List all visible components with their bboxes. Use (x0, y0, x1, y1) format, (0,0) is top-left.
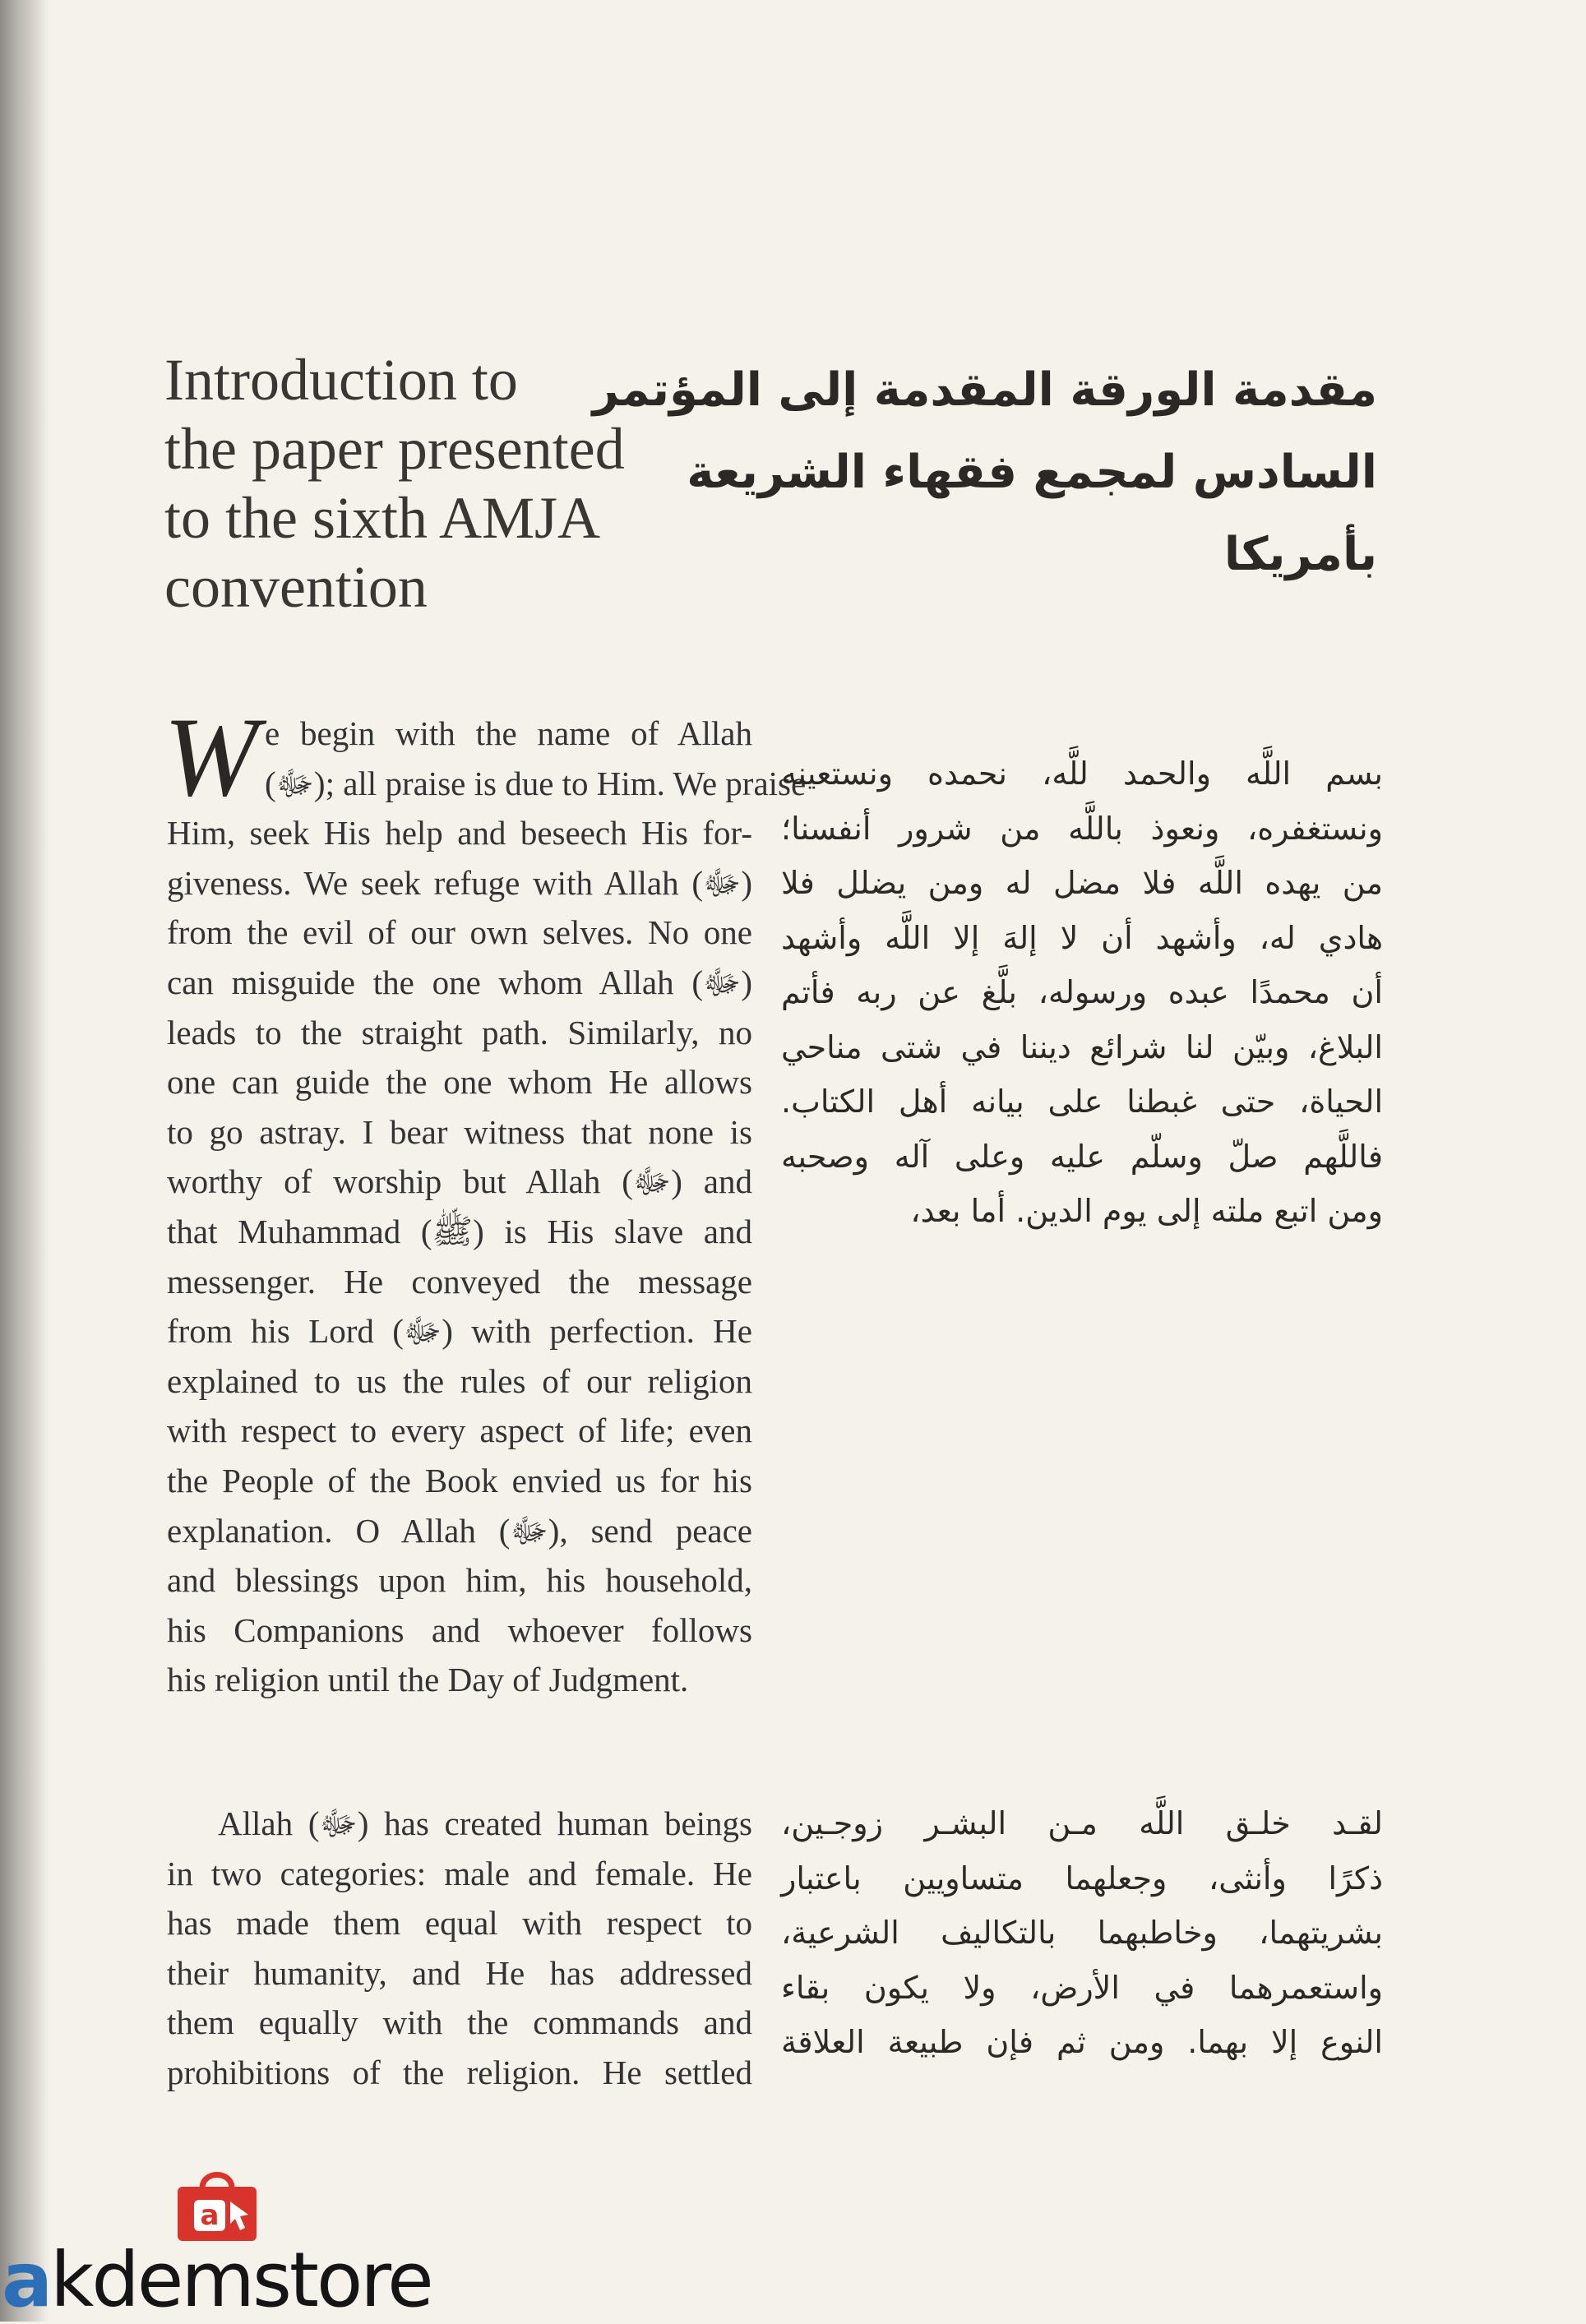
arabic-text-line: البلاغ، وبيّن لنا شرائع ديننا في شتى مناحي (781, 1028, 1383, 1065)
arabic-text-line: فاللَّهم صلّ وسلّم عليه وعلى آله وصحبه (781, 1138, 1383, 1175)
arabic-title-line: مقدمة الورقة المقدمة إلى المؤتمر (592, 363, 1377, 417)
bag-letter: a (200, 2199, 220, 2232)
english-title-line: the paper presented (164, 416, 625, 482)
english-text-line (167, 1799, 752, 1849)
english-text-line: their humanity, and He has addressed (167, 1953, 752, 1992)
arabic-text-line: ومن اتبع ملته إلى يوم الدين. أما بعد، (910, 1193, 1383, 1229)
arabic-text-line: ونستغفره، ونعوذ باللَّه من شرور أنفسنا؛ (781, 810, 1383, 847)
arabic-text-line: الحياة، حتى غبطنا على بيانه أهل الكتاب. (781, 1083, 1383, 1120)
drop-cap: W (164, 694, 258, 820)
english-text-line: leads to the straight path. Similarly, no (167, 1013, 752, 1051)
english-title-line: convention (164, 554, 428, 620)
english-text-line: worthy of worship but Allah (ﷻ) and (167, 1162, 752, 1201)
english-text-line: can misguide the one whom Allah (ﷻ) (167, 963, 752, 1001)
english-paragraph-1 (164, 694, 807, 1705)
english-text-line: that Muhammad (ﷺ) is His slave and (167, 1212, 752, 1250)
english-title-line: Introduction to (164, 347, 518, 413)
arabic-text-line: النوع إلا بهما. ومن ثم فإن طبيعة العلاقة (781, 2024, 1383, 2060)
english-text-line: (ﷻ); all praise is due to Him. We praise (264, 764, 807, 802)
english-text-line: to go astray. I bear witness that none is (167, 1112, 752, 1151)
english-paragraph-2 (167, 1799, 752, 2098)
arabic-paragraph-2 (781, 1796, 1383, 2070)
arabic-text-line: ذكرًا وأنثى، وجعلهما متساويين باعتبار (781, 1860, 1383, 1897)
arabic-text-line: واستعمرهما في الأرض، ولا يكون بقاء (781, 1969, 1383, 2006)
english-text-line: e begin with the name of Allah (264, 714, 752, 752)
english-text-line: in two categories: male and female. He (167, 1854, 752, 1892)
shopping-bag-icon (173, 2164, 261, 2243)
english-text-line: Him, seek His help and beseech His for- (167, 814, 752, 852)
arabic-title-line: السادس لمجمع فقهاء الشريعة (687, 446, 1377, 499)
brand-text-rest: kdemstore (50, 2236, 432, 2324)
arabic-title (592, 349, 1377, 596)
english-text-line: with respect to every aspect of life; even (167, 1411, 752, 1450)
english-text-segment: Allah (ﷻ) has created human beings (218, 1804, 752, 1842)
english-text-line: the People of the Book envied us for his (167, 1461, 752, 1499)
arabic-paragraph-1 (781, 746, 1383, 1239)
brand-text-a: a (2, 2236, 51, 2324)
arabic-text-line: لقـد خلـق اللَّه مـن البشـر زوجـين، (781, 1805, 1383, 1841)
arabic-text-line: هادي له، وأشهد أن لا إلهَ إلا اللَّه وأشهد (781, 919, 1383, 956)
english-text-line: his Companions and whoever follows (167, 1610, 752, 1649)
english-text-line: messenger. He conveyed the message (167, 1262, 752, 1301)
english-text-line: prohibitions of the religion. He settled (167, 2053, 752, 2091)
english-text-line: and blessings upon him, his household, (167, 1561, 752, 1600)
brand-text (2, 2236, 432, 2324)
arabic-text-line: من يهده اللَّه فلا مضل له ومن يضلل فلا (781, 865, 1383, 901)
english-text-line: from the evil of our own selves. No one (167, 913, 752, 952)
english-text-line: from his Lord (ﷻ) with perfection. He (167, 1312, 752, 1351)
english-title-line: to the sixth AMJA (164, 485, 601, 551)
arabic-text-line: أن محمدًا عبده ورسوله، بلَّغ عن ربه فأتم (781, 974, 1383, 1010)
arabic-text-line: بشريتهما، وخاطبهما بالتكاليف الشرعية، (781, 1915, 1383, 1951)
english-text-line: has made them equal with respect to (167, 1904, 752, 1943)
akdemstore-watermark (0, 2154, 460, 2324)
arabic-text-line: بسم اللَّه والحمد للَّه، نحمده ونستعينه (781, 755, 1383, 792)
english-text-line: one can guide the one whom He allows (167, 1063, 752, 1102)
english-text-line: giveness. We seek refuge with Allah (ﷻ) (167, 863, 752, 902)
english-text-line: them equally with the commands and (167, 2003, 752, 2042)
arabic-title-line: بأمريكا (1223, 528, 1377, 581)
english-text-line: explained to us the rules of our religion (167, 1361, 752, 1400)
english-text-line: explanation. O Allah (ﷻ), send peace (167, 1511, 752, 1550)
english-text-line: his religion until the Day of Judgment. (167, 1661, 689, 1699)
